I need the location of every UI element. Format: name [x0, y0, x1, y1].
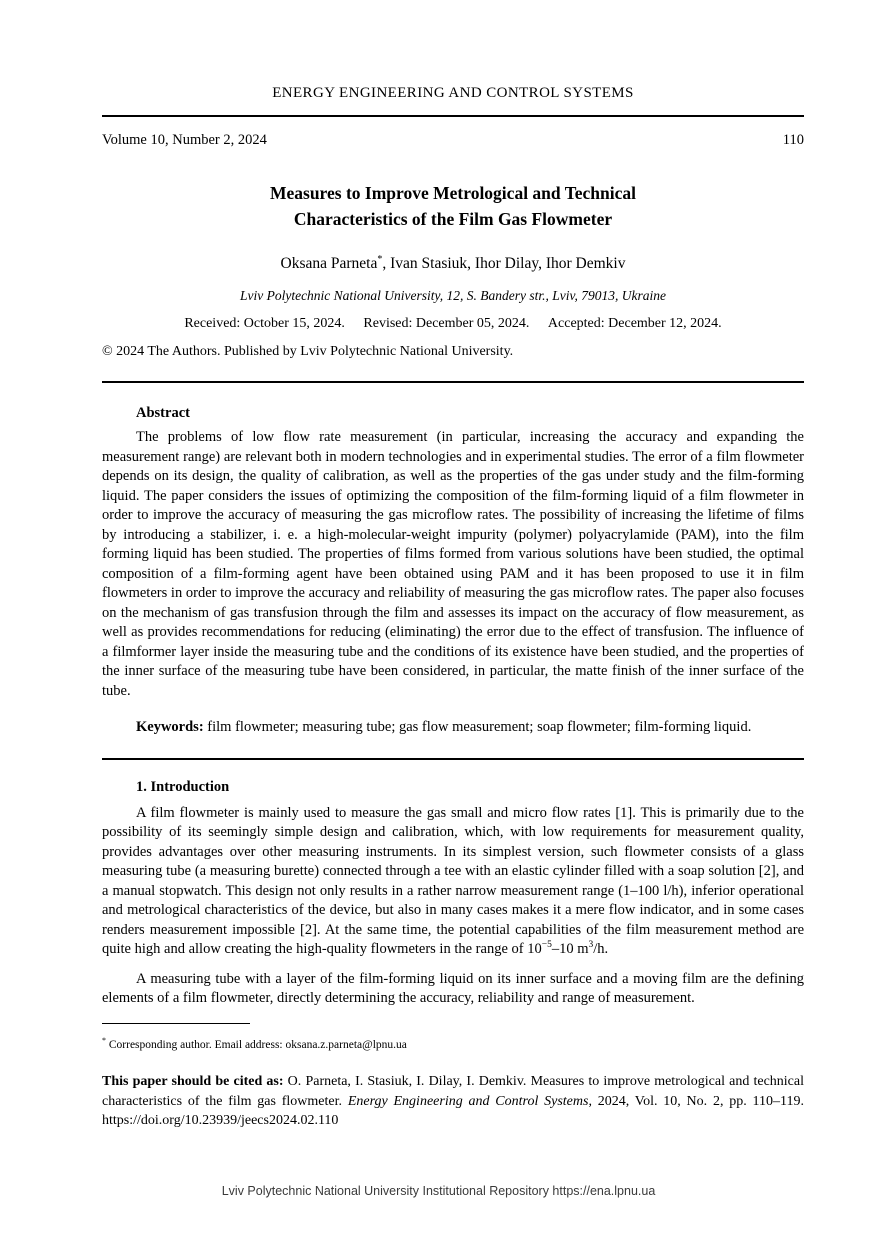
accepted-date: Accepted: December 12, 2024.	[547, 316, 722, 332]
header-divider	[102, 115, 804, 117]
citation-label: This paper should be cited as:	[102, 1074, 284, 1090]
article-title-line-1: Measures to Improve Metrological and Technical	[269, 183, 637, 203]
corresponding-author-footnote	[102, 1033, 804, 1053]
abstract-heading: Abstract	[136, 405, 190, 422]
citation-volume-doi: , 2024, Vol. 10, No. 2, pp. 110–119. https://doi.org/10.23939/jeecs2024.02.110	[102, 1093, 804, 1129]
authors-line	[102, 249, 804, 275]
volume-issue-label: Volume 10, Number 2, 2024	[102, 132, 267, 148]
revised-date: Revised: December 05, 2024.	[363, 316, 530, 332]
keywords-label: Keywords:	[136, 719, 204, 736]
intro-p1-text-end: /h.	[593, 941, 609, 958]
exponent-minus-5: −5	[541, 940, 552, 951]
abstract-text: The problems of low flow rate measurement (in particular, increasing the accuracy and expanding the measurement range) are relevant both in modern technologies and in experimental studies. The error of a film flowmeter depends on its design, the quality of calibration, as well as the properties of the gas under study and the film-forming liquid. The paper considers the issues of optimizing the composition of the film-forming liquid of a film flowmeter in order to improve the accuracy of measuring the gas microflow rates. The possibility of increasing the lifetime of films by introducing a stabilizer, i. e. a high-molecular-weight impurity (polymer) polyacrylamide (PAM), into the film forming liquid has been studied. The properties of films formed from various solutions have been studied, the optimal composition of a film-forming agent have been obtained using PAM and it has been proposed to use it in film flowmeters in order to improve the accuracy and reliability of measuring the gas microflow rates. The paper also focuses on the mechanism of gas transfusion through the film and assesses its impact on the accuracy of flow measurement, as well as provides recommendations for reducing (eliminating) the error due to the effect of transfusion. The influence of a filmformer layer inside the measuring tube and the conditions of its existence have been studied, and the properties of the inner surface of the measuring tube have been considered, in particular, the matte finish of the inner surface of the tube.	[102, 429, 804, 699]
citation-block	[102, 1072, 804, 1131]
article-title-line-2: Characteristics of the Film Gas Flowmeter	[293, 209, 613, 229]
footnote-text: Corresponding author. Email address: oksana.z.parneta@lpnu.ua	[106, 1038, 407, 1051]
footnote-marker: *	[102, 1035, 106, 1045]
exponent-3: 3	[588, 940, 594, 951]
footnote-divider	[102, 1023, 250, 1024]
section-top-divider	[102, 758, 804, 760]
author-name-first: Oksana Parneta	[280, 255, 378, 273]
page-number: 110	[782, 132, 804, 148]
intro-p1-text: A film flowmeter is mainly used to measure the gas small and micro flow rates [1]. This is primarily due to the possibility of its seemingly simple design and calibration, which, with low requirements for measurement quality, provides advantages over other measuring instruments. In its simplest version, such flowmeter consists of a glass measuring tube (a measuring burette) connected through a tee with an elastic cylinder filled with a soap solution [2], and a manual stopwatch. This design not only results in a rather narrow measurement range (1–100 l/h), inferior operational and metrological characteristics of the device, but also in many cases makes it a mere flow indicator, and in some cases renders measurement impossible [2]. At the same time, the potential capabilities of the film measurement method are quite high and allow creating the high-quality flowmeters in the range of 10	[102, 804, 804, 958]
corresponding-author-marker: *	[377, 254, 383, 265]
copyright-line: © 2024 The Authors. Published by Lviv Polytechnic National University.	[102, 344, 514, 360]
dates-line	[102, 315, 804, 333]
introduction-paragraph-2: A measuring tube with a layer of the film-forming liquid on its inner surface and a moving film are the defining elements of a film flowmeter, directly determining the accuracy, reliability and range of measurement.	[102, 970, 804, 1007]
affiliation-line: Lviv Polytechnic National University, 12, S. Bandery str., Lviv, 79013, Ukraine	[239, 288, 667, 304]
keywords-text: film flowmeter; measuring tube; gas flow measurement; soap flowmeter; film-forming liquid.	[203, 719, 752, 736]
citation-journal-name: Energy Engineering and Control Systems	[347, 1093, 589, 1109]
introduction-heading: 1. Introduction	[136, 778, 230, 795]
article-title	[102, 180, 804, 232]
intro-p1-text-mid: –10 m	[551, 941, 589, 958]
journal-header-title: ENERGY ENGINEERING AND CONTROL SYSTEMS	[272, 85, 634, 101]
repository-footer: Lviv Polytechnic National University Institutional Repository https://ena.lpnu.ua	[221, 1184, 656, 1198]
author-names-rest: , Ivan Stasiuk, Ihor Dilay, Ihor Demkiv	[382, 255, 626, 273]
received-date: Received: October 15, 2024.	[184, 316, 345, 332]
introduction-paragraph-1	[102, 804, 804, 960]
citation-authors-title: O. Parneta, I. Stasiuk, I. Dilay, I. Demkiv. Measures to improve metrological and technical characteristics of the film gas flowmeter.	[102, 1074, 804, 1109]
volume-row	[102, 131, 804, 149]
keywords-line	[102, 718, 804, 738]
abstract-top-divider	[102, 381, 804, 383]
